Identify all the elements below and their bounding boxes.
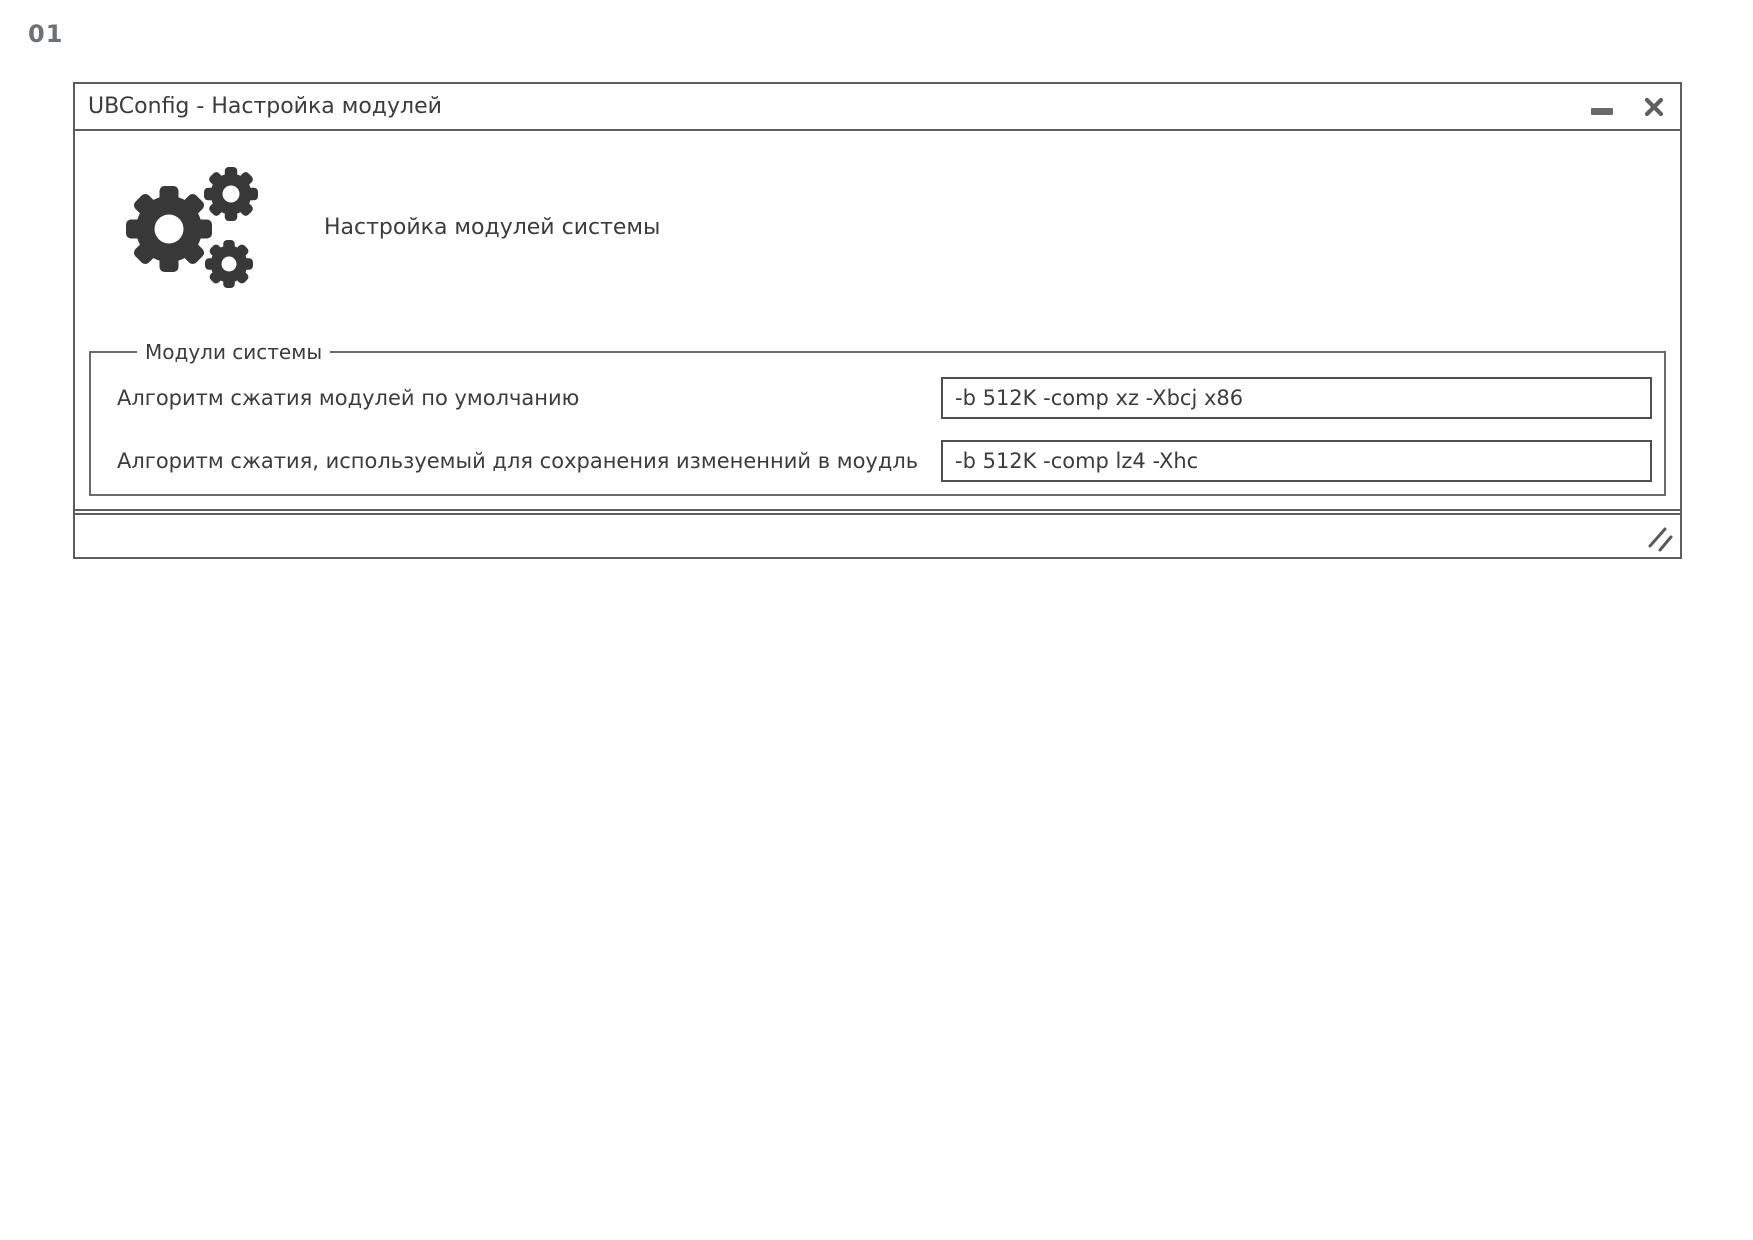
minimize-icon[interactable] xyxy=(1591,108,1613,115)
close-icon[interactable] xyxy=(1643,96,1665,118)
ubconfig-window xyxy=(73,82,1682,559)
window-titlebar xyxy=(75,84,1680,131)
default-compression-label: Алгоритм сжатия модулей по умолчанию xyxy=(117,386,580,410)
resize-grip-icon[interactable] xyxy=(1645,526,1673,552)
save-compression-label: Алгоритм сжатия, используемый для сохранения измененний в моудль xyxy=(117,449,919,473)
gears-icon xyxy=(125,163,260,291)
save-compression-input[interactable] xyxy=(941,440,1652,482)
modules-fieldset-legend: Модули системы xyxy=(145,340,323,364)
default-compression-row xyxy=(117,377,1652,419)
slide-number: 01 xyxy=(28,20,64,48)
status-bar xyxy=(75,513,1680,557)
window-title: UBConfig - Настройка модулей xyxy=(88,94,442,119)
default-compression-input[interactable] xyxy=(941,377,1652,419)
page-title: Настройка модулей системы xyxy=(324,214,661,240)
window-content xyxy=(75,131,1680,511)
window-controls xyxy=(1591,96,1665,118)
save-compression-row xyxy=(117,440,1652,482)
modules-fieldset xyxy=(89,339,1666,496)
header-row xyxy=(125,163,1680,291)
